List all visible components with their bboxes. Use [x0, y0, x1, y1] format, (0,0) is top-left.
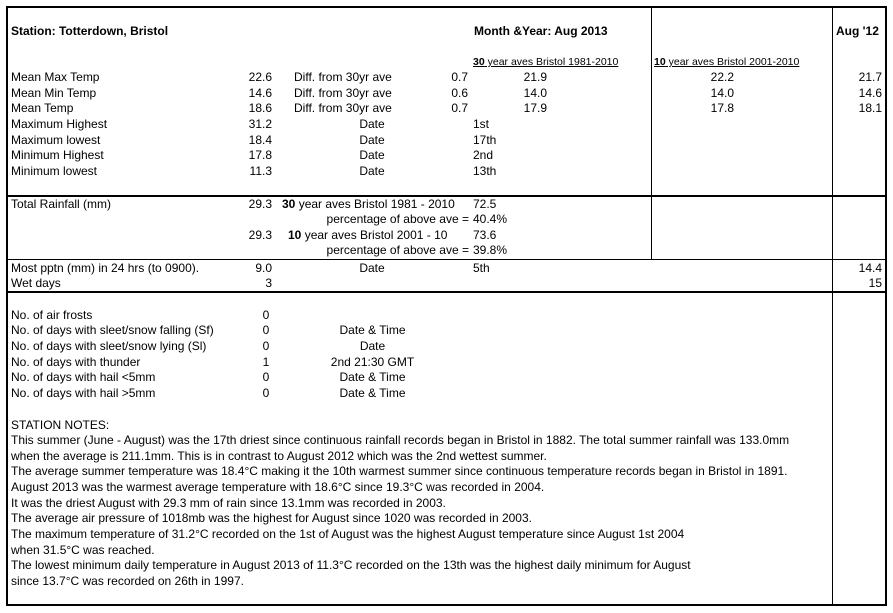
notes-line: when the average is 211.1mm. This is in contrast to August 2012 which was the 2nd wettest summer.: [11, 449, 547, 463]
rainfall-pct30-value: 40.4%: [473, 212, 508, 226]
notes-line: August 2013 was the warmest average temperature with 18.6°C since 19.3°C was recorded in 2004.: [11, 480, 545, 494]
wet-days-label: Wet days: [11, 276, 61, 290]
prev-value: 21.7: [858, 70, 882, 84]
days-label: No. of days with hail <5mm: [11, 370, 156, 384]
separator-rainfall-end: [6, 259, 887, 260]
rainfall-pct10-label: percentage of above ave =: [326, 243, 469, 257]
notes-line: The maximum temperature of 31.2°C recorded on the 1st of August was the highest August temperature since August 1st 2004: [11, 527, 685, 541]
days-value: 0: [262, 386, 270, 400]
border-left: [6, 6, 8, 606]
ave30-value: 14.0: [523, 86, 547, 100]
pptn-date-label: Date: [359, 261, 385, 275]
extreme-date: 17th: [473, 133, 497, 147]
ave30-value: 21.9: [523, 70, 547, 84]
ave-30yr-text: year aves Bristol 1981-2010: [484, 56, 619, 68]
pptn-prev: 14.4: [858, 261, 882, 275]
temp-value: 14.6: [248, 86, 272, 100]
extreme-value: 11.3: [249, 164, 272, 178]
pptn-date: 5th: [473, 261, 490, 275]
extreme-value: 31.2: [248, 117, 272, 131]
ave-30yr-number: 30: [473, 56, 485, 68]
notes-title: STATION NOTES:: [11, 418, 110, 432]
extreme-date-label: Date: [359, 117, 385, 131]
rainfall-ave10-rest: year aves Bristol 2001 - 10: [301, 228, 448, 242]
days-extra: 2nd 21:30 GMT: [330, 355, 415, 369]
days-value: 0: [262, 339, 270, 353]
diff-label: Diff. from 30yr ave: [294, 101, 392, 115]
rainfall-value: 29.3: [248, 197, 272, 211]
diff-label: Diff. from 30yr ave: [294, 70, 392, 84]
diff-label: Diff. from 30yr ave: [294, 86, 392, 100]
days-label: No. of days with sleet/snow falling (Sf): [11, 323, 214, 337]
prev-value: 14.6: [858, 86, 882, 100]
border-right: [885, 6, 887, 606]
ave-10yr-header: [654, 55, 799, 69]
temp-value: 22.6: [248, 70, 272, 84]
days-extra: Date & Time: [339, 370, 406, 384]
days-extra: Date & Time: [339, 323, 406, 337]
extreme-date-label: Date: [359, 164, 385, 178]
divider-10yr: [651, 7, 652, 260]
ave-10yr-number: 10: [654, 56, 666, 68]
prev-year-header: Aug '12: [836, 24, 879, 38]
days-value: 0: [262, 308, 270, 322]
ave10-value: 17.8: [710, 101, 734, 115]
notes-line: The average air pressure of 1018mb was the highest for August since 1020 was recorded in 2003.: [11, 511, 532, 525]
diff-value: 0.7: [451, 101, 468, 115]
notes-line: The average summer temperature was 18.4°C making it the 10th warmest summer since continuous temperature records began in Bristol in 1891.: [11, 464, 788, 478]
rainfall-ave30-number: 30: [282, 197, 296, 211]
pptn-label: Most pptn (mm) in 24 hrs (to 0900).: [11, 261, 200, 275]
ave10-value: 14.0: [710, 86, 734, 100]
days-extra: Date: [359, 339, 386, 353]
temp-value: 18.6: [248, 101, 272, 115]
rainfall-ave30-rest: year aves Bristol 1981 - 2010: [295, 197, 455, 211]
extreme-date: 13th: [473, 164, 497, 178]
wet-days-prev: 15: [868, 276, 882, 290]
rainfall-pct10-value: 39.8%: [473, 243, 508, 257]
extreme-label: Maximum Highest: [11, 117, 108, 131]
rainfall-ave30-value: 72.5: [473, 197, 497, 211]
extreme-date-label: Date: [359, 133, 385, 147]
diff-value: 0.7: [451, 70, 468, 84]
rainfall-pct30-label: percentage of above ave =: [326, 212, 469, 226]
border-top: [6, 6, 887, 8]
rainfall-ave10-value: 73.6: [473, 228, 497, 242]
diff-value: 0.6: [451, 86, 468, 100]
prev-value: 18.1: [858, 101, 882, 115]
days-value: 0: [262, 370, 270, 384]
days-extra: Date & Time: [339, 386, 406, 400]
month-year: Month &Year: Aug 2013: [474, 24, 608, 38]
border-bottom: [6, 604, 887, 606]
days-label: No. of days with sleet/snow lying (Sl): [11, 339, 207, 353]
notes-line: when 31.5°C was reached.: [11, 543, 155, 557]
extreme-value: 18.4: [248, 133, 272, 147]
rainfall-ave10-text: [288, 228, 447, 242]
extreme-value: 17.8: [248, 148, 272, 162]
extreme-label: Minimum lowest: [11, 164, 98, 178]
rainfall-value-2: 29.3: [248, 228, 272, 242]
notes-line: It was the driest August with 29.3 mm of rain since 13.1mm was recorded in 2003.: [11, 496, 446, 510]
separator-days: [6, 291, 887, 293]
temp-label: Mean Max Temp: [11, 70, 100, 84]
divider-prev-year: [832, 7, 833, 604]
days-label: No. of days with thunder: [11, 355, 141, 369]
notes-line: since 13.7°C was recorded on 26th in 1997.: [11, 574, 244, 588]
ave-30yr-header: [473, 55, 618, 69]
ave10-value: 22.2: [710, 70, 734, 84]
extreme-date: 1st: [473, 117, 490, 131]
notes-line: This summer (June - August) was the 17th driest since continuous rainfall records began in Bristol in 1882. The total summer rainfall was 133.0mm: [11, 433, 790, 447]
extreme-label: Maximum lowest: [11, 133, 101, 147]
days-label: No. of days with hail >5mm: [11, 386, 156, 400]
days-label: No. of air frosts: [11, 308, 93, 322]
rainfall-ave30-text: [282, 197, 455, 211]
extreme-date-label: Date: [359, 148, 385, 162]
temp-label: Mean Min Temp: [11, 86, 97, 100]
extreme-label: Minimum Highest: [11, 148, 104, 162]
temp-label: Mean Temp: [11, 101, 74, 115]
rainfall-label: Total Rainfall (mm): [11, 197, 112, 211]
ave30-value: 17.9: [523, 101, 547, 115]
ave-10yr-text: year aves Bristol 2001-2010: [665, 56, 800, 68]
rainfall-ave10-number: 10: [288, 228, 302, 242]
station-title: Station: Totterdown, Bristol: [11, 24, 169, 38]
notes-line: The lowest minimum daily temperature in August 2013 of 11.3°C recorded on the 13th was the highest daily minimum for August: [11, 558, 691, 572]
extreme-date: 2nd: [473, 148, 494, 162]
days-value: 0: [262, 323, 270, 337]
pptn-value: 9.0: [255, 261, 272, 275]
wet-days-value: 3: [265, 276, 272, 290]
days-value: 1: [262, 355, 270, 369]
